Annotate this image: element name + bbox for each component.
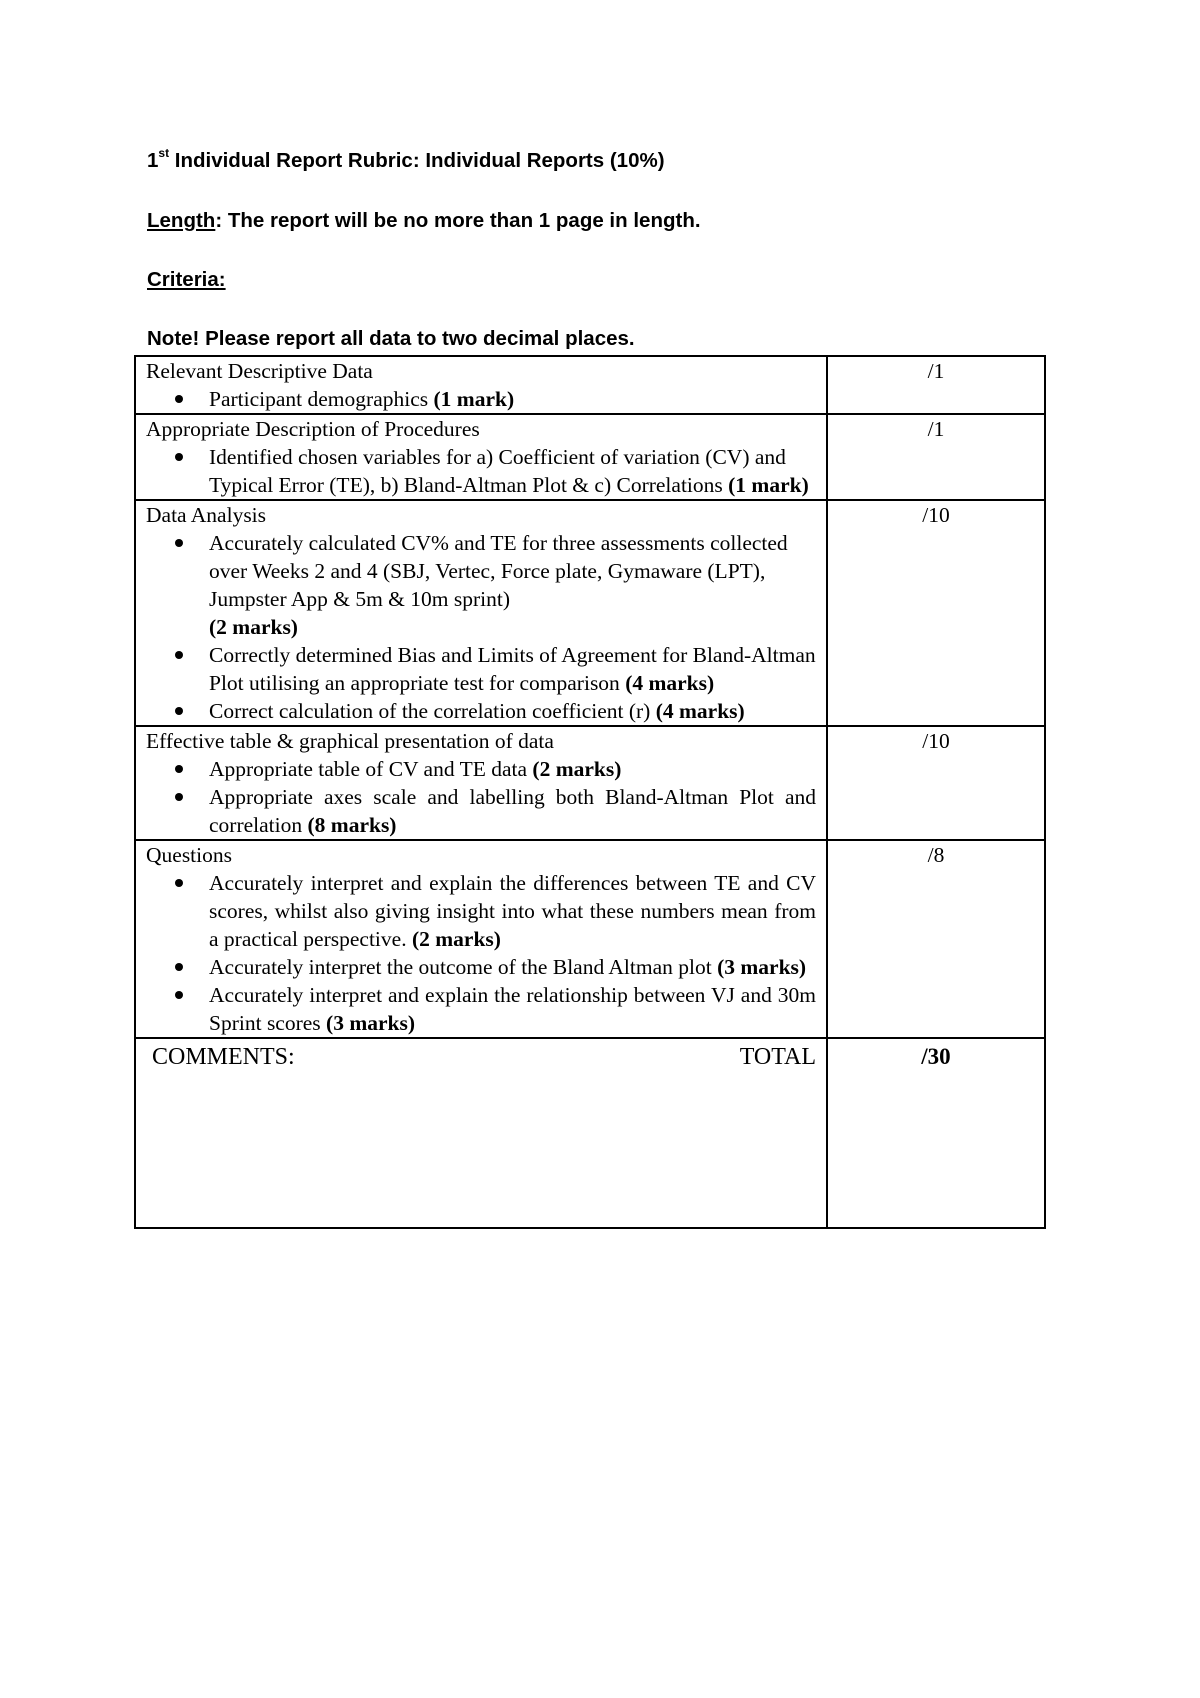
criterion-cell — [135, 414, 827, 500]
bullet-item: Participant demographics (1 mark) — [209, 385, 816, 413]
criterion-heading: Effective table & graphical presentation of data — [146, 729, 554, 753]
criterion-heading: Questions — [146, 843, 232, 867]
rubric-row — [135, 500, 1045, 726]
criterion-bullets — [146, 443, 816, 499]
criterion-bullets — [146, 529, 816, 725]
bullet-item: Accurately calculated CV% and TE for three assessments collected over Weeks 2 and 4 (SBJ, Vertec, Force plate, Gymaware (LPT), Jumpster App & 5m & 10m sprint) (2 marks) — [209, 529, 816, 641]
comments-cell — [135, 1038, 827, 1228]
criteria-label: Criteria: — [147, 268, 226, 291]
criterion-cell — [135, 500, 827, 726]
bullet-item: Accurately interpret the outcome of the Bland Altman plot (3 marks) — [209, 953, 816, 981]
criterion-cell — [135, 726, 827, 840]
rubric-table — [134, 355, 1046, 1229]
criterion-bullets — [146, 755, 816, 839]
bullet-item: Correctly determined Bias and Limits of Agreement for Bland-Altman Plot utilising an appropriate test for comparison (4 marks) — [209, 643, 816, 695]
total-mark-cell: /30 — [827, 1038, 1045, 1228]
mark-cell: /10 — [827, 726, 1045, 840]
criterion-cell — [135, 356, 827, 414]
length-line — [147, 209, 701, 233]
bullet-item: Accurately interpret and explain the relationship between VJ and 30m Sprint scores (3 marks) — [209, 983, 816, 1035]
title-superscript: st — [158, 146, 170, 160]
mark-cell: /10 — [827, 500, 1045, 726]
bullet-item: Correct calculation of the correlation coefficient (r) (4 marks) — [209, 697, 816, 725]
mark-cell: /1 — [827, 414, 1045, 500]
comments-label: COMMENTS: — [152, 1044, 295, 1070]
criterion-heading: Relevant Descriptive Data — [146, 359, 373, 383]
total-label: TOTAL — [739, 1044, 816, 1070]
criteria-heading — [147, 268, 226, 292]
criterion-bullets — [146, 869, 816, 1037]
rubric-row — [135, 840, 1045, 1038]
bullet-item: Appropriate table of CV and TE data (2 marks) — [209, 755, 816, 783]
title-number: 1 — [147, 149, 159, 172]
criterion-cell — [135, 840, 827, 1038]
note-line: Note! Please report all data to two decimal places. — [147, 327, 635, 350]
criterion-heading: Data Analysis — [146, 503, 267, 527]
rubric-row — [135, 356, 1045, 414]
rubric-row — [135, 414, 1045, 500]
mark-cell: /1 — [827, 356, 1045, 414]
length-label: Length — [147, 209, 216, 232]
criterion-heading: Appropriate Description of Procedures — [146, 417, 480, 441]
rubric-row — [135, 726, 1045, 840]
mark-cell: /8 — [827, 840, 1045, 1038]
comments-row — [135, 1038, 1045, 1228]
title-text: Individual Report Rubric: Individual Reports (10%) — [169, 149, 665, 172]
page-title — [147, 146, 665, 173]
criterion-bullets — [146, 385, 816, 413]
bullet-item: Accurately interpret and explain the differences between TE and CV scores, whilst also giving insight into what these numbers mean from a practical perspective. (2 marks) — [209, 871, 816, 951]
bullet-item: Identified chosen variables for a) Coefficient of variation (CV) and Typical Error (TE), b) Bland-Altman Plot & c) Correlations (1 mark) — [209, 443, 816, 499]
bullet-item: Appropriate axes scale and labelling both Bland-Altman Plot and correlation (8 marks) — [209, 785, 816, 837]
length-text: : The report will be no more than 1 page in length. — [215, 209, 701, 232]
